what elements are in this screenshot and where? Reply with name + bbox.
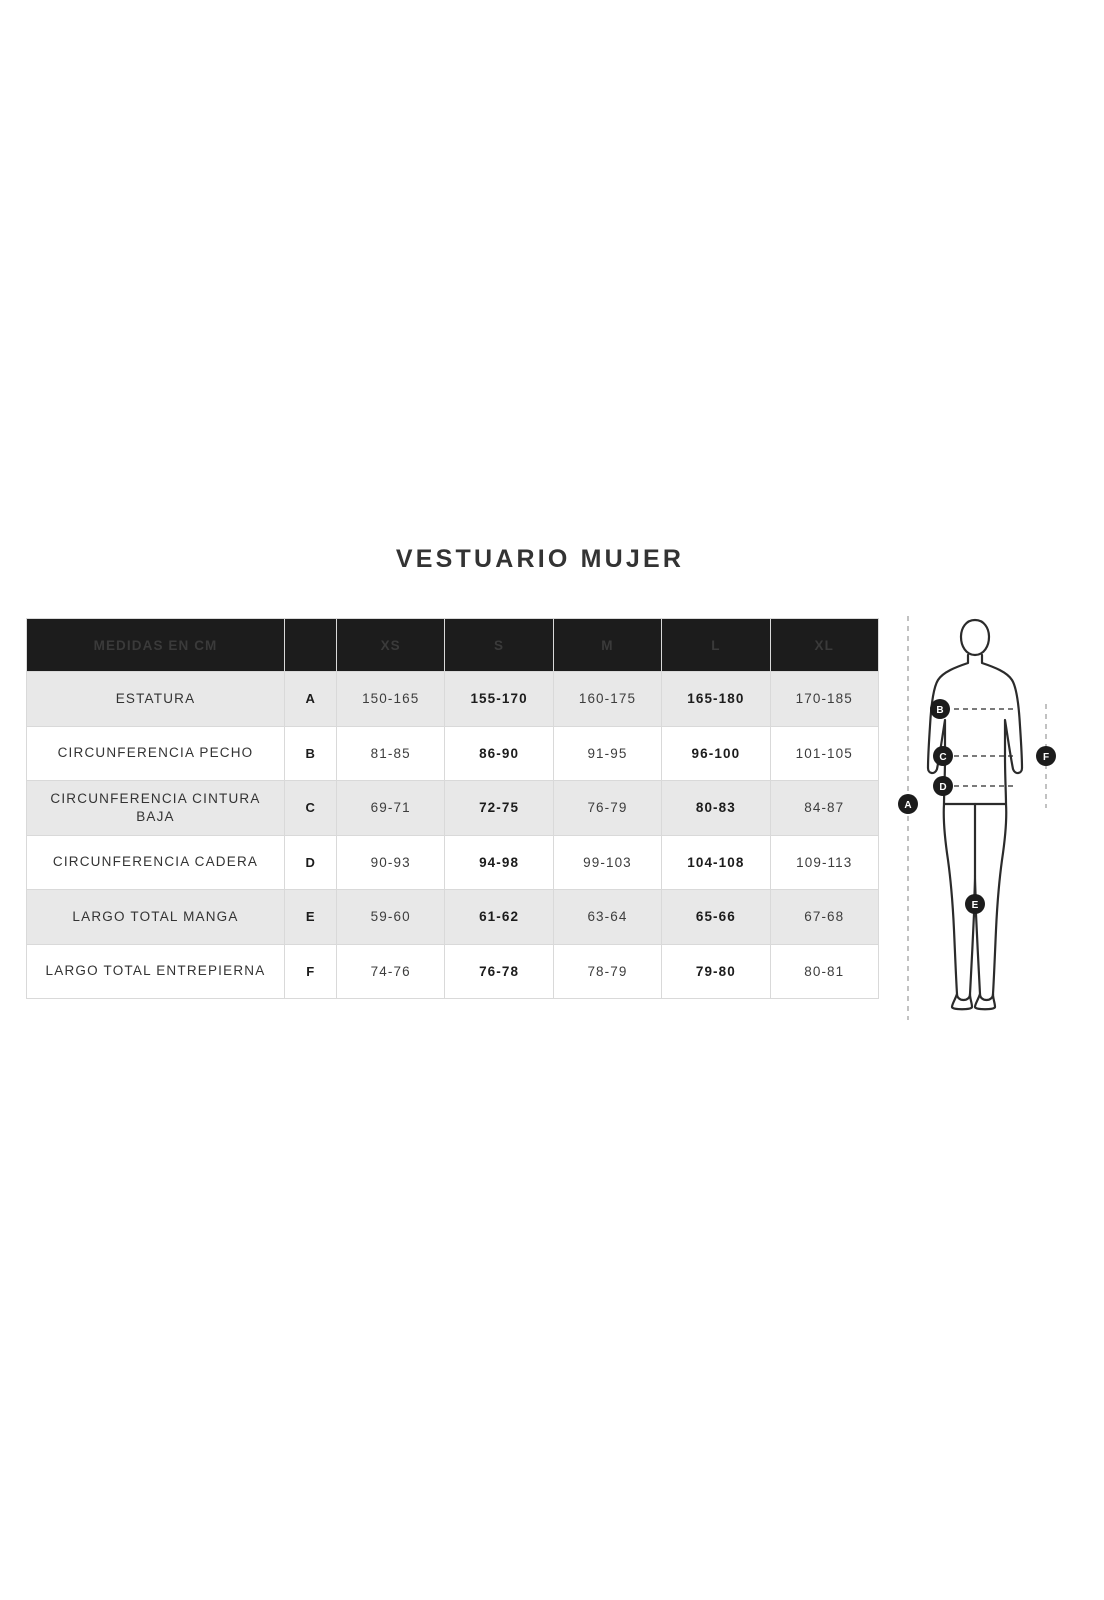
row-label-manga: LARGO TOTAL MANGA (27, 890, 285, 945)
table-row (27, 781, 879, 836)
cell-cintura-s: 72-75 (445, 781, 553, 836)
cell-pecho-l: 96-100 (662, 726, 770, 781)
cell-cintura-m: 76-79 (553, 781, 661, 836)
cell-entrepierna-s: 76-78 (445, 944, 553, 999)
row-label-pecho: CIRCUNFERENCIA PECHO (27, 726, 285, 781)
row-letter-e: E (285, 890, 337, 945)
cell-estatura-xl: 170-185 (770, 672, 878, 727)
svg-text:D: D (939, 782, 947, 793)
svg-text:E: E (971, 900, 979, 911)
svg-text:F: F (1042, 752, 1050, 763)
table-body (27, 672, 879, 999)
cell-cadera-l: 104-108 (662, 835, 770, 890)
cell-manga-s: 61-62 (445, 890, 553, 945)
cell-entrepierna-l: 79-80 (662, 944, 770, 999)
row-letter-f: F (285, 944, 337, 999)
table-head (27, 619, 879, 672)
header-letter (285, 619, 337, 672)
size-table (26, 618, 879, 999)
size-table-container (26, 618, 878, 999)
cell-pecho-m: 91-95 (553, 726, 661, 781)
row-label-entrepierna: LARGO TOTAL ENTREPIERNA (27, 944, 285, 999)
cell-entrepierna-xl: 80-81 (770, 944, 878, 999)
cell-cintura-xs: 69-71 (337, 781, 445, 836)
table-row (27, 890, 879, 945)
row-label-cintura-baja: CIRCUNFERENCIA CINTURA BAJA (27, 781, 285, 836)
row-label-cadera: CIRCUNFERENCIA CADERA (27, 835, 285, 890)
table-row (27, 944, 879, 999)
row-letter-c: C (285, 781, 337, 836)
cell-manga-xl: 67-68 (770, 890, 878, 945)
header-size-m: M (553, 619, 661, 672)
cell-pecho-xl: 101-105 (770, 726, 878, 781)
row-label-estatura: ESTATURA (27, 672, 285, 727)
cell-manga-xs: 59-60 (337, 890, 445, 945)
cell-manga-l: 65-66 (662, 890, 770, 945)
cell-cadera-xs: 90-93 (337, 835, 445, 890)
cell-cadera-xl: 109-113 (770, 835, 878, 890)
cell-cintura-xl: 84-87 (770, 781, 878, 836)
cell-pecho-s: 86-90 (445, 726, 553, 781)
body-measure-diagram (886, 608, 1086, 1028)
cell-manga-m: 63-64 (553, 890, 661, 945)
header-size-l: L (662, 619, 770, 672)
row-letter-a: A (285, 672, 337, 727)
svg-text:A: A (904, 800, 912, 811)
cell-entrepierna-xs: 74-76 (337, 944, 445, 999)
header-measures: MEDIDAS EN CM (27, 619, 285, 672)
cell-estatura-m: 160-175 (553, 672, 661, 727)
table-row (27, 835, 879, 890)
row-letter-b: B (285, 726, 337, 781)
cell-pecho-xs: 81-85 (337, 726, 445, 781)
row-letter-d: D (285, 835, 337, 890)
header-size-s: S (445, 619, 553, 672)
cell-entrepierna-m: 78-79 (553, 944, 661, 999)
header-size-xs: XS (337, 619, 445, 672)
cell-cintura-l: 80-83 (662, 781, 770, 836)
cell-estatura-xs: 150-165 (337, 672, 445, 727)
cell-estatura-s: 155-170 (445, 672, 553, 727)
cell-cadera-s: 94-98 (445, 835, 553, 890)
cell-estatura-l: 165-180 (662, 672, 770, 727)
header-size-xl: XL (770, 619, 878, 672)
table-header-row (27, 619, 879, 672)
page-title: VESTUARIO MUJER (395, 545, 685, 573)
cell-cadera-m: 99-103 (553, 835, 661, 890)
table-row (27, 726, 879, 781)
table-row (27, 672, 879, 727)
svg-text:C: C (939, 752, 947, 763)
svg-text:B: B (936, 705, 944, 716)
